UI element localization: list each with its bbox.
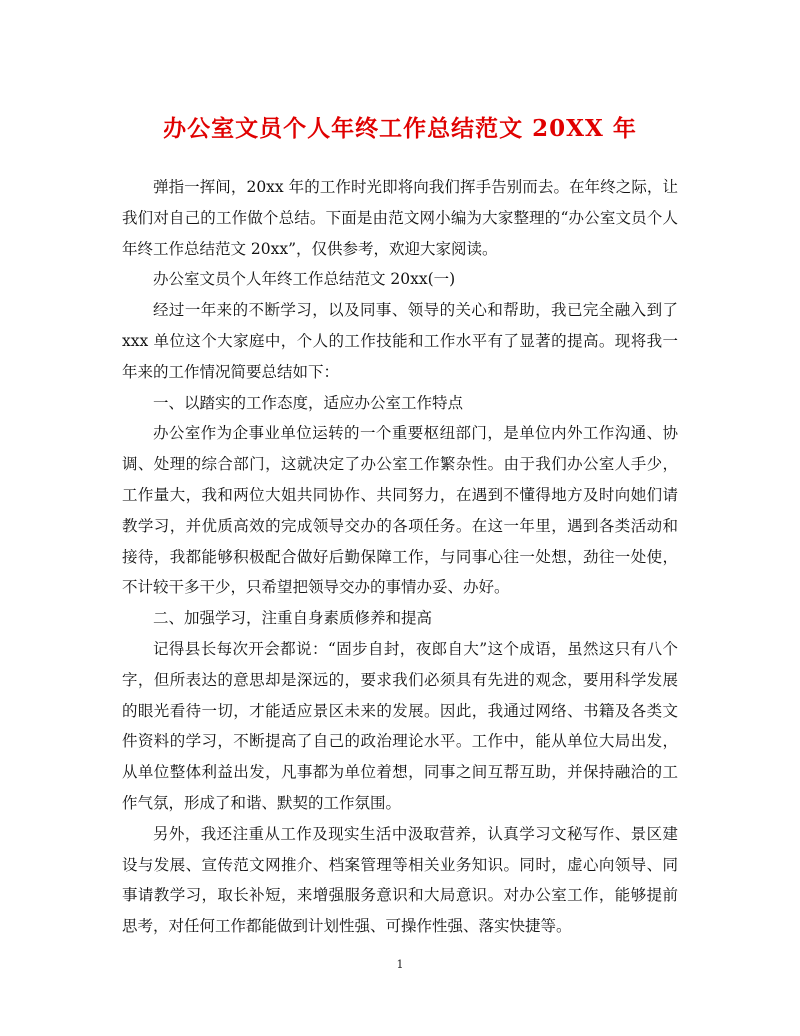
section-title-paragraph: 办公室文员个人年终工作总结范文 20xx(一) [153,270,456,289]
page-number: 1 [396,958,404,971]
paragraph-additional: 另外，我还注重从工作及现实生活中汲取营养，认真学习文秘写作、景区建设与发展、宣传范文网推介、档案管理等相关业务知识。同时，虚心向领导、同事请教学习，取长补短，来增强服务意识和大局意识。对办公室工作，能够提前思考，对任何工作都能做到计划性强、可操作性强、落实快捷等。 [122,824,678,936]
document-title: 办公室文员个人年终工作总结范文 20XX 年 [163,115,637,142]
heading-one: 一、以踏实的工作态度，适应办公室工作特点 [153,393,464,412]
heading-two: 二、加强学习，注重自身素质修养和提高 [153,609,433,628]
opening-paragraph: 经过一年来的不断学习，以及同事、领导的关心和帮助，我已完全融入到了 xxx 单位这个大家庭中，个人的工作技能和工作水平有了显著的提高。现将我一年来的工作情况简要总结如下： [122,301,678,381]
document-body [122,172,678,942]
paragraph-study: 记得县长每次开会都说：“固步自封，夜郎自大”这个成语，虽然这只有八个字，但所表达的意思却是深远的，要求我们必须具有先进的观念，要用科学发展的眼光看待一切，才能适应景区未来的发展。因此，我通过网络、书籍及各类文件资料的学习，不断提高了自己的政治理论水平。工作中，能从单位大局出发，从单位整体利益出发，凡事都为单位着想，同事之间互帮互助，并保持融洽的工作气氛，形成了和谐、默契的工作氛围。 [122,639,678,812]
intro-paragraph: 弹指一挥间，20xx 年的工作时光即将向我们挥手告别而去。在年终之际，让我们对自己的工作做个总结。下面是由范文网小编为大家整理的“办公室文员个人年终工作总结范文 20xx”，仅供参考，欢迎大家阅读。 [122,178,678,258]
paragraph-office-work: 办公室作为企事业单位运转的一个重要枢纽部门，是单位内外工作沟通、协调、处理的综合部门，这就决定了办公室工作繁杂性。由于我们办公室人手少，工作量大，我和两位大姐共同协作、共同努力，在遇到不懂得地方及时向她们请教学习，并优质高效的完成领导交办的各项任务。在这一年里，遇到各类活动和接待，我都能够积极配合做好后勤保障工作，与同事心往一处想，劲往一处使，不计较干多干少，只希望把领导交办的事情办妥、办好。 [122,424,678,597]
